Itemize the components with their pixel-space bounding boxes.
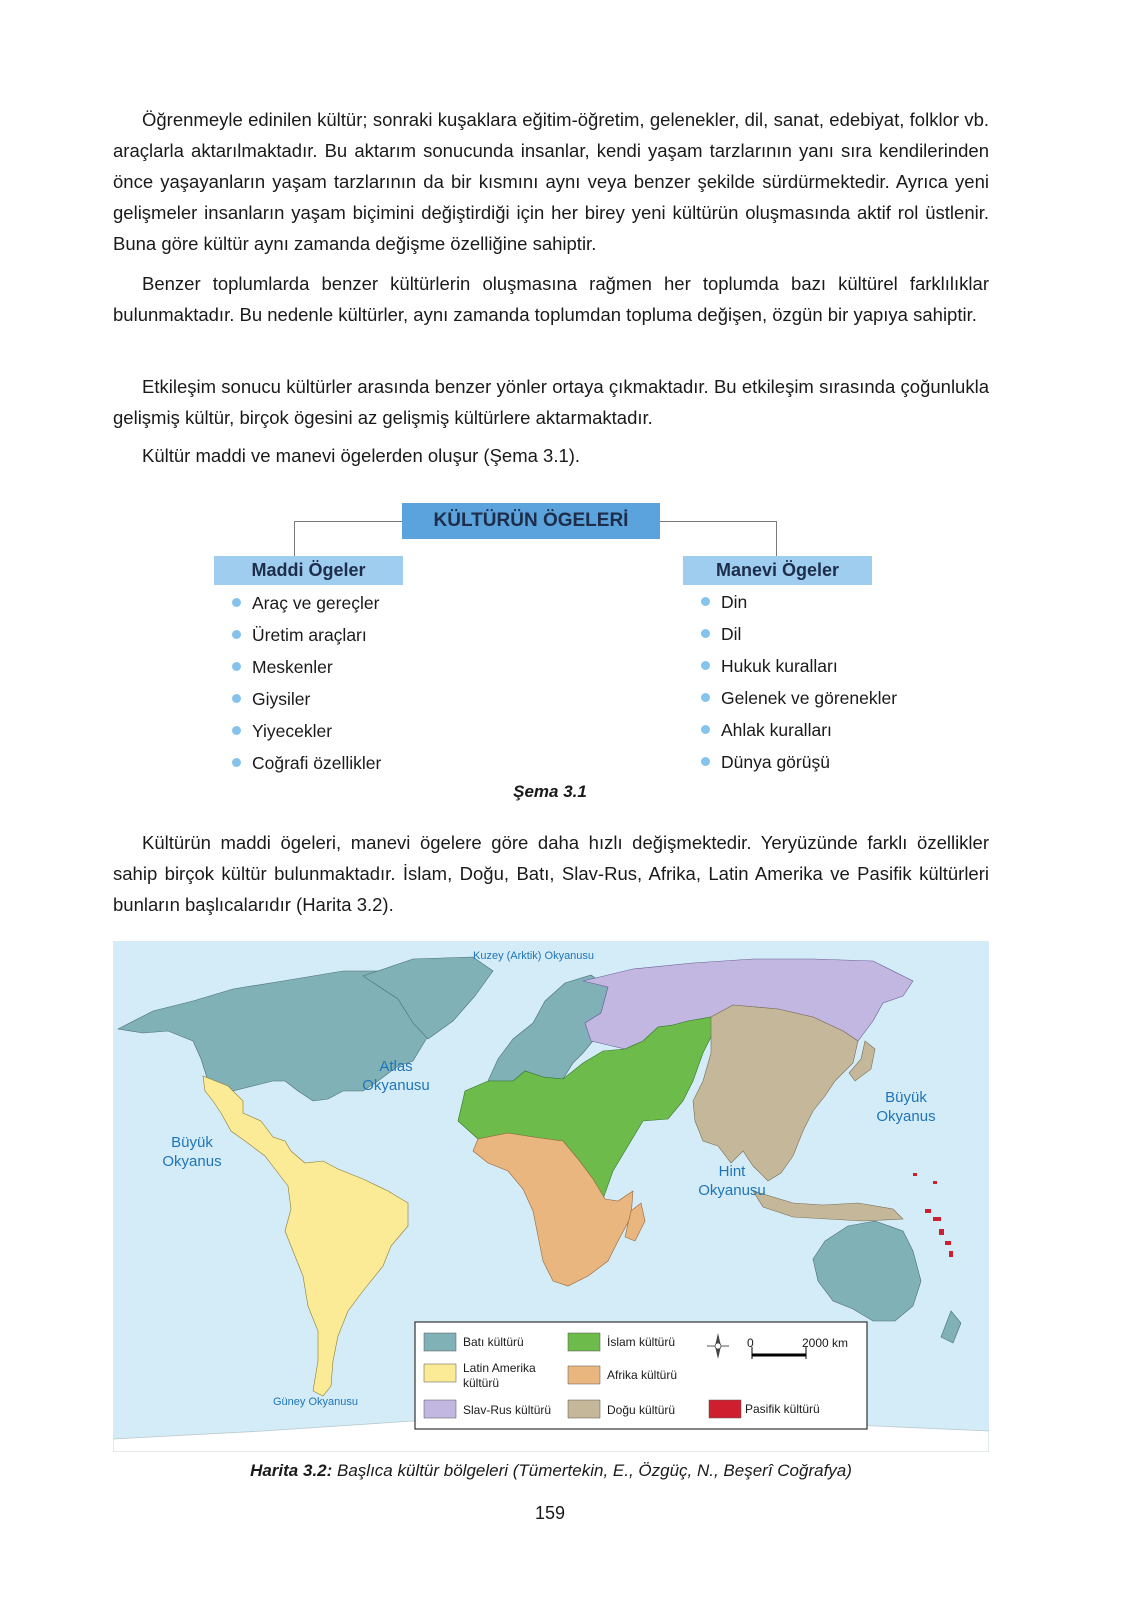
maddi-item: Yiyecekler [232, 715, 381, 747]
schema-title: KÜLTÜRÜN ÖGELERİ [402, 503, 660, 539]
scale-end: 2000 km [802, 1336, 849, 1350]
legend-swatch-islam [568, 1333, 600, 1351]
manevi-item: Dil [701, 618, 897, 650]
legend-swatch-latin [424, 1364, 456, 1382]
maddi-item: Araç ve gereçler [232, 587, 381, 619]
paragraph-3: Etkileşim sonucu kültürler arasında benzer yönler ortaya çıkmaktadır. Bu etkileşim sırasında çoğunlukla gelişmiş kültür, birçok ögesini az gelişmiş kültürlere aktarmaktadır. [113, 376, 989, 428]
maddi-item: Meskenler [232, 651, 381, 683]
maddi-list [232, 587, 381, 779]
schema-caption: Şema 3.1 [513, 782, 587, 801]
manevi-item: Din [701, 586, 897, 618]
maddi-item: Coğrafi özellikler [232, 747, 381, 779]
label-indian-1: Hint [718, 1163, 746, 1180]
paragraph-4: Kültür maddi ve manevi ögelerden oluşur (Şema 3.1). [142, 445, 581, 466]
manevi-item: Hukuk kuralları [701, 650, 897, 682]
label-pacific-west-2: Okyanus [162, 1153, 222, 1170]
paragraph-1: Öğrenmeyle edinilen kültür; sonraki kuşaklara eğitim-öğretim, gelenekler, dil, sanat, edebiyat, folklor vb. araçlarla aktarılmaktadır. Bu aktarım sonucunda insanlar, kendi yaşam tarzlarının yanı sıra kendilerinden önce yaşayanların yaşam tarzlarının da bir kısmını aynı veya benzer şekilde sürdürmektedir. Ayrıca yeni gelişmeler insanların yaşam biçimini değiştirdiği için her birey yeni kültürün oluşmasında aktif rol üstlenir. Buna göre kültür aynı zamanda değişme özelliğine sahiptir. [113, 109, 989, 254]
maddi-header: Maddi Ögeler [214, 556, 403, 585]
legend-swatch-slav [424, 1400, 456, 1418]
legend-pasifik: Pasifik kültürü [745, 1402, 820, 1416]
map-caption [113, 1461, 989, 1481]
map-legend [415, 1322, 867, 1429]
legend-bati: Batı kültürü [463, 1335, 524, 1349]
legend-swatch-dogu [568, 1400, 600, 1418]
label-pacific-east-2: Okyanus [876, 1108, 936, 1125]
label-pacific-east-1: Büyük [885, 1089, 927, 1106]
manevi-list [701, 586, 897, 778]
culture-world-map [113, 941, 989, 1452]
map-caption-label: Harita 3.2: [250, 1461, 333, 1480]
legend-swatch-pasifik [709, 1400, 741, 1418]
legend-slav: Slav-Rus kültürü [463, 1403, 552, 1417]
legend-islam: İslam kültürü [607, 1335, 676, 1349]
label-southern-ocean: Güney Okyanusu [273, 1396, 358, 1408]
legend-swatch-bati [424, 1333, 456, 1351]
maddi-item: Üretim araçları [232, 619, 381, 651]
map-caption-text: Başlıca kültür bölgeleri (Tümertekin, E., Özgüç, N., Beşerî Coğrafya) [332, 1461, 852, 1480]
legend-latin-1: Latin Amerika [463, 1361, 536, 1375]
manevi-item: Gelenek ve görenekler [701, 682, 897, 714]
label-atlas-2: Okyanusu [362, 1077, 430, 1094]
scale-start: 0 [747, 1336, 754, 1350]
label-atlas-1: Atlas [379, 1058, 413, 1075]
page-number: 159 [534, 1503, 566, 1523]
paragraph-2: Benzer toplumlarda benzer kültürlerin oluşmasına rağmen her toplumda bazı kültürel farklılıklar bulunmaktadır. Bu nedenle kültürler, aynı zamanda toplumdan topluma değişen, özgün bir yapıya sahiptir. [113, 273, 989, 325]
label-indian-2: Okyanusu [698, 1182, 766, 1199]
manevi-item: Dünya görüşü [701, 746, 897, 778]
schema-connector-left [294, 521, 403, 557]
legend-dogu: Doğu kültürü [607, 1403, 676, 1417]
maddi-item: Giysiler [232, 683, 381, 715]
legend-afrika: Afrika kültürü [607, 1368, 678, 1382]
schema-connector-right [660, 521, 777, 557]
paragraph-5: Kültürün maddi ögeleri, manevi ögelere göre daha hızlı değişmektedir. Yeryüzünde farklı özellikler sahip birçok kültür bulunmaktadır. İslam, Doğu, Batı, Slav-Rus, Afrika, Latin Amerika ve Pasifik kültürleri bunların başlıcalarıdır (Harita 3.2). [113, 832, 989, 915]
label-arctic-ocean: Kuzey (Arktik) Okyanusu [473, 950, 595, 962]
legend-latin-2: kültürü [463, 1376, 500, 1390]
manevi-item: Ahlak kuralları [701, 714, 897, 746]
legend-swatch-afrika [568, 1366, 600, 1384]
manevi-header: Manevi Ögeler [683, 556, 872, 585]
label-pacific-west-1: Büyük [171, 1134, 213, 1151]
